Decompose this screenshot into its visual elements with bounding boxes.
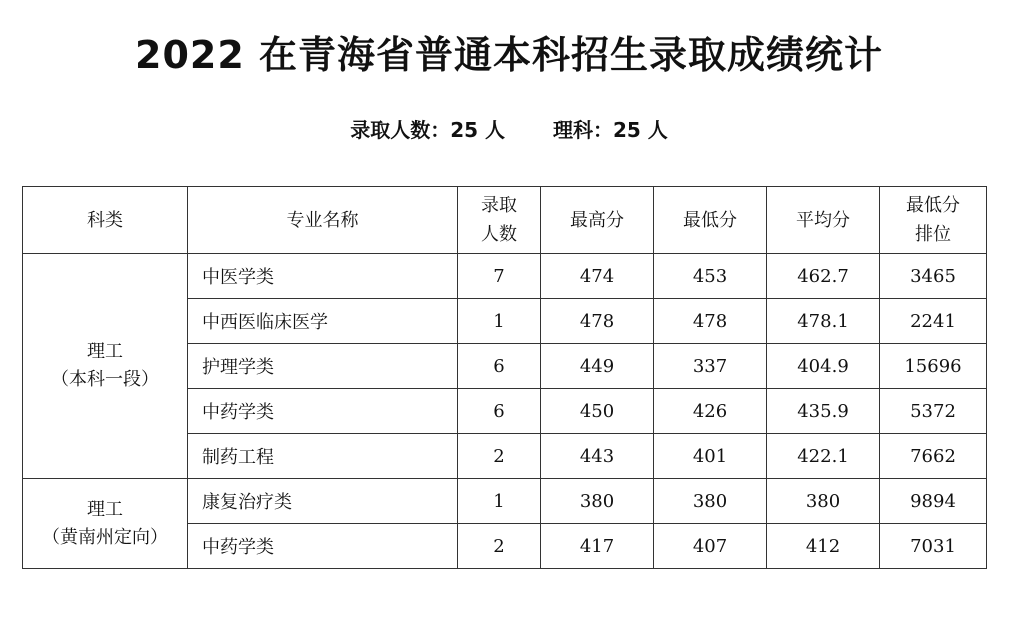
rank-cell: 7031 <box>880 524 987 569</box>
min-score-cell: 401 <box>654 434 767 479</box>
admitted-cell: 6 <box>458 344 541 389</box>
major-cell: 护理学类 <box>188 344 458 389</box>
admitted-cell: 2 <box>458 434 541 479</box>
major-cell: 中药学类 <box>188 524 458 569</box>
table-header-row <box>23 187 987 254</box>
max-score-cell: 443 <box>541 434 654 479</box>
header-max-score: 最高分 <box>541 187 654 254</box>
avg-score-cell: 412 <box>767 524 880 569</box>
admitted-cell: 6 <box>458 389 541 434</box>
rank-cell: 9894 <box>880 479 987 524</box>
avg-score-cell: 380 <box>767 479 880 524</box>
rank-cell: 5372 <box>880 389 987 434</box>
page-title: 2022 在青海省普通本科招生录取成绩统计 <box>135 33 883 77</box>
major-cell: 中西医临床医学 <box>188 299 458 344</box>
avg-score-cell: 462.7 <box>767 254 880 299</box>
header-admitted: 录取 人数 <box>458 187 541 254</box>
rank-cell: 3465 <box>880 254 987 299</box>
header-min-rank: 最低分 排位 <box>880 187 987 254</box>
avg-score-cell: 435.9 <box>767 389 880 434</box>
max-score-cell: 450 <box>541 389 654 434</box>
min-score-cell: 337 <box>654 344 767 389</box>
category-cell: 理工 （黄南州定向） <box>23 479 188 569</box>
major-cell: 康复治疗类 <box>188 479 458 524</box>
min-score-cell: 380 <box>654 479 767 524</box>
rank-cell: 7662 <box>880 434 987 479</box>
avg-score-cell: 404.9 <box>767 344 880 389</box>
max-score-cell: 449 <box>541 344 654 389</box>
admitted-cell: 1 <box>458 299 541 344</box>
admitted-cell: 1 <box>458 479 541 524</box>
header-min-score: 最低分 <box>654 187 767 254</box>
min-score-cell: 478 <box>654 299 767 344</box>
min-score-cell: 426 <box>654 389 767 434</box>
admission-summary <box>0 114 1018 143</box>
max-score-cell: 478 <box>541 299 654 344</box>
avg-score-cell: 422.1 <box>767 434 880 479</box>
category-cell: 理工 （本科一段） <box>23 254 188 479</box>
table-row <box>23 254 987 299</box>
max-score-cell: 417 <box>541 524 654 569</box>
admitted-cell: 2 <box>458 524 541 569</box>
min-score-cell: 453 <box>654 254 767 299</box>
avg-score-cell: 478.1 <box>767 299 880 344</box>
max-score-cell: 474 <box>541 254 654 299</box>
header-major: 专业名称 <box>188 187 458 254</box>
major-cell: 制药工程 <box>188 434 458 479</box>
header-avg-score: 平均分 <box>767 187 880 254</box>
min-score-cell: 407 <box>654 524 767 569</box>
max-score-cell: 380 <box>541 479 654 524</box>
table-row <box>23 479 987 524</box>
rank-cell: 2241 <box>880 299 987 344</box>
rank-cell: 15696 <box>880 344 987 389</box>
total-admitted: 录取人数：25 人 <box>350 118 505 142</box>
admitted-cell: 7 <box>458 254 541 299</box>
science-admitted: 理科：25 人 <box>553 118 668 142</box>
admission-score-table <box>22 186 987 569</box>
major-cell: 中医学类 <box>188 254 458 299</box>
header-category: 科类 <box>23 187 188 254</box>
major-cell: 中药学类 <box>188 389 458 434</box>
